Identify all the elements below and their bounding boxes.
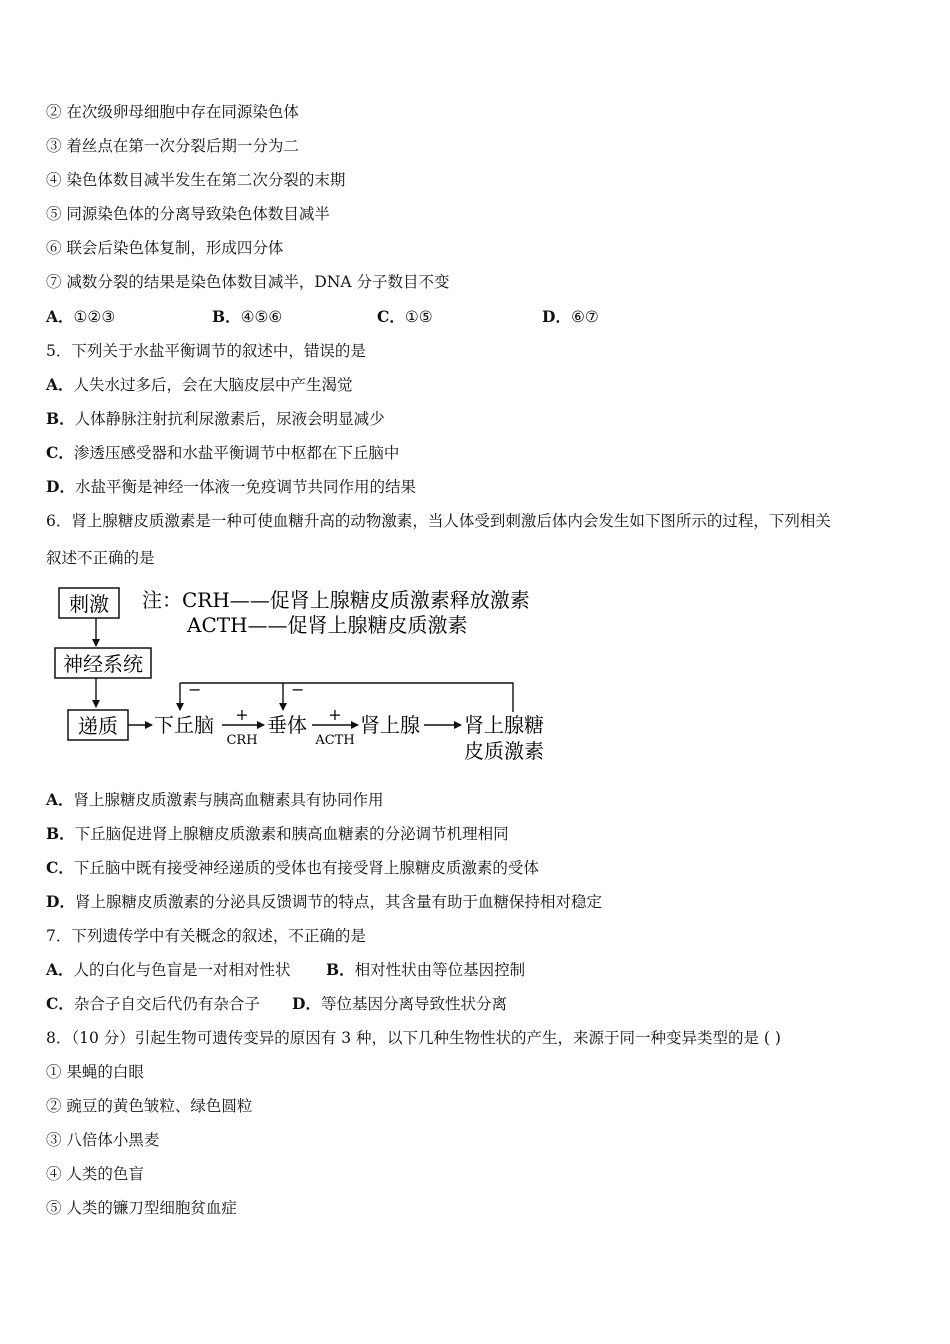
q7-stem: 7．下列遗传学中有关概念的叙述，不正确的是 bbox=[46, 927, 366, 945]
q4-option-c[interactable]: C．①⑤ bbox=[377, 307, 433, 326]
q4-option-d[interactable]: D．⑥⑦ bbox=[542, 307, 599, 326]
q4-item-5: ⑤ 同源染色体的分离导致染色体数目减半 bbox=[46, 205, 330, 223]
q8-item-4: ④ 人类的色盲 bbox=[46, 1165, 144, 1183]
q4-item-6: ⑥ 联会后染色体复制，形成四分体 bbox=[46, 239, 284, 257]
q4-option-a[interactable]: A．①②③ bbox=[46, 307, 116, 326]
q6-option-d[interactable]: D．肾上腺糖皮质激素的分泌具反馈调节的特点，其含量有助于血糖保持相对稳定 bbox=[46, 892, 602, 911]
feedback-minus-hypothalamus: − bbox=[188, 680, 202, 699]
q7-option-a[interactable]: A．人的白化与色盲是一对相对性状 bbox=[46, 960, 291, 979]
hormone-label-line1: 肾上腺糖 bbox=[464, 713, 544, 737]
q8-stem: 8．（10 分）引起生物可遗传变异的原因有 3 种，以下几种生物性状的产生，来源于同一种变异类型的是 ( ) bbox=[46, 1029, 781, 1047]
feedback-minus-pituitary: − bbox=[291, 680, 305, 699]
q7-option-b[interactable]: B．相对性状由等位基因控制 bbox=[326, 960, 526, 979]
acth-plus: + bbox=[328, 705, 342, 724]
q8-item-3: ③ 八倍体小黑麦 bbox=[46, 1131, 160, 1149]
q7-option-d[interactable]: D．等位基因分离导致性状分离 bbox=[292, 994, 507, 1013]
hypothalamus-label: 下丘脑 bbox=[154, 713, 214, 737]
q7-option-c[interactable]: C．杂合子自交后代仍有杂合子 bbox=[46, 994, 260, 1013]
hormone-label-line2: 皮质激素 bbox=[464, 739, 544, 763]
q4-item-7: ⑦ 减数分裂的结果是染色体数目减半，DNA 分子数目不变 bbox=[46, 273, 450, 291]
q4-option-b[interactable]: B．④⑤⑥ bbox=[212, 307, 283, 326]
q5-stem: 5．下列关于水盐平衡调节的叙述中，错误的是 bbox=[46, 342, 366, 360]
crh-plus: + bbox=[235, 705, 249, 724]
q6-option-b[interactable]: B．下丘脑促进肾上腺糖皮质激素和胰高血糖素的分泌调节机理相同 bbox=[46, 824, 509, 843]
q5-option-c[interactable]: C．渗透压感受器和水盐平衡调节中枢都在下丘脑中 bbox=[46, 443, 400, 462]
q4-item-4: ④ 染色体数目减半发生在第二次分裂的末期 bbox=[46, 171, 346, 189]
q5-option-b[interactable]: B．人体静脉注射抗利尿激素后，尿液会明显减少 bbox=[46, 409, 385, 428]
note-crh: 注：CRH——促肾上腺糖皮质激素释放激素 bbox=[142, 588, 530, 612]
q8-item-5: ⑤ 人类的镰刀型细胞贫血症 bbox=[46, 1199, 237, 1217]
q4-item-3: ③ 着丝点在第一次分裂后期一分为二 bbox=[46, 137, 299, 155]
q6-option-a[interactable]: A．肾上腺糖皮质激素与胰高血糖素具有协同作用 bbox=[46, 790, 384, 809]
pituitary-label: 垂体 bbox=[267, 713, 307, 737]
q5-option-d[interactable]: D．水盐平衡是神经一体液一免疫调节共同作用的结果 bbox=[46, 477, 416, 496]
q6-stem-line1: 6．肾上腺糖皮质激素是一种可使血糖升高的动物激素，当人体受到刺激后体内会发生如下图所示的过程，下列相关 bbox=[46, 512, 831, 530]
transmitter-label: 递质 bbox=[78, 714, 118, 738]
crh-label: CRH bbox=[226, 733, 258, 748]
q4-item-2: ② 在次级卵母细胞中存在同源染色体 bbox=[46, 103, 299, 121]
hormone-regulation-diagram bbox=[46, 580, 576, 770]
q6-option-c[interactable]: C．下丘脑中既有接受神经递质的受体也有接受肾上腺糖皮质激素的受体 bbox=[46, 858, 539, 877]
nervous-system-label: 神经系统 bbox=[63, 652, 143, 676]
q6-stem-line2: 叙述不正确的是 bbox=[46, 549, 155, 567]
acth-label: ACTH bbox=[315, 733, 355, 748]
adrenal-label: 肾上腺 bbox=[360, 713, 420, 737]
q8-item-2: ② 豌豆的黄色皱粒、绿色圆粒 bbox=[46, 1097, 253, 1115]
q5-option-a[interactable]: A．人失水过多后，会在大脑皮层中产生渴觉 bbox=[46, 375, 353, 394]
feedback-line bbox=[180, 683, 513, 712]
q8-item-1: ① 果蝇的白眼 bbox=[46, 1063, 144, 1081]
stimulus-label: 刺激 bbox=[69, 592, 109, 616]
note-acth: ACTH——促肾上腺糖皮质激素 bbox=[187, 613, 468, 637]
